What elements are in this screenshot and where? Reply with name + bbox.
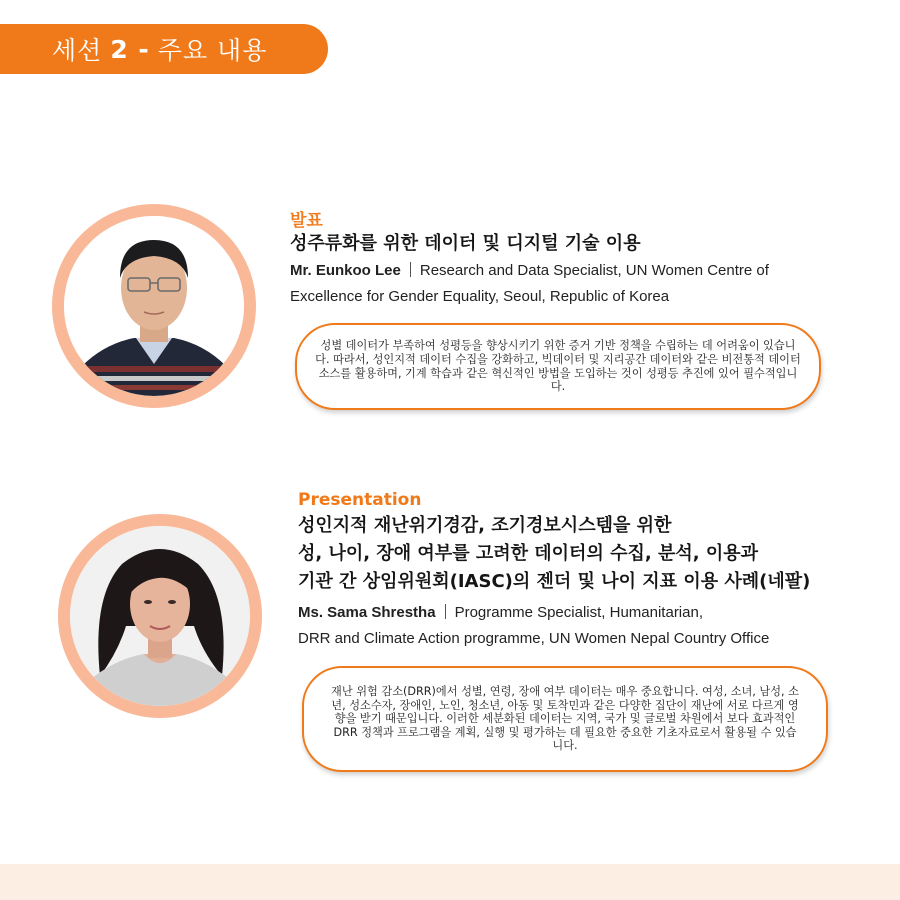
speaker-2-role-line-1: Programme Specialist, Humanitarian,	[454, 604, 703, 621]
presentation-1-speaker	[290, 258, 769, 310]
presentation-2-label: Presentation	[298, 490, 422, 510]
presentation-2-title-line-3: 기관 간 상임위원회(IASC)의 젠더 및 나이 지표 이용 사례(네팔)	[298, 571, 811, 592]
presentation-2-summary-box	[302, 666, 828, 772]
presentation-1-summary-box	[295, 323, 821, 410]
speaker-2-photo	[70, 526, 250, 706]
section-header-prefix: 세션	[52, 36, 103, 65]
section-header-number: 2 -	[110, 34, 150, 64]
speaker-2-divider	[445, 604, 446, 619]
presentation-2-summary: 재난 위험 감소(DRR)에서 성별, 연령, 장애 여부 데이터는 매우 중요합니다. 여성, 소녀, 남성, 소년, 성소수자, 장애인, 노인, 청소년, 아동 및 토착민과 같은 다양한 집단이 재난에 서로 다르게 영향을 받기 때문입니다. 이러한 세분화된 데이터는 지역, 국가 및 글로벌 차원에서 보다 효과적인 DRR 정책과 프로그램을 계획, 실행 및 평가하는 데 필요한 중요한 기초자료로서 활용될 수 있습니다.	[331, 685, 799, 753]
speaker-1-photo-frame	[52, 204, 256, 408]
presentation-2-speaker	[298, 600, 769, 652]
speaker-1-photo	[64, 216, 244, 396]
section-header-suffix: 주요 내용	[157, 36, 268, 65]
section-header-tab	[0, 24, 328, 74]
presentation-1-label: 발표	[290, 211, 323, 231]
speaker-1-name: Mr. Eunkoo Lee	[290, 262, 401, 279]
presentation-1-title	[290, 230, 641, 257]
presentation-1-summary: 성별 데이터가 부족하여 성평등을 향상시키기 위한 증거 기반 정책을 수립하는 데 어려움이 있습니다. 따라서, 성인지적 데이터 수집을 강화하고, 빅데이터 및 지리공간 데이터와 같은 비전통적 데이터 소스를 활용하며, 기계 학습과 같은 혁신적인 방법을 도입하는 것이 성평등 추진에 있어 필수적입니다.	[315, 339, 801, 394]
speaker-2-photo-frame	[58, 514, 262, 718]
presentation-1-title-line: 성주류화를 위한 데이터 및 디지털 기술 이용	[290, 233, 641, 254]
presentation-2-title	[298, 512, 810, 596]
speaker-2-role-line-2: DRR and Climate Action programme, UN Women Nepal Country Office	[298, 630, 770, 647]
presentation-2-title-line-1: 성인지적 재난위기경감, 조기경보시스템을 위한	[298, 515, 672, 536]
speaker-2-name: Ms. Sama Shrestha	[298, 604, 436, 621]
speaker-1-divider	[410, 262, 411, 277]
speaker-1-role-line-2: Excellence for Gender Equality, Seoul, Republic of Korea	[290, 288, 670, 305]
speaker-1-role-line-1: Research and Data Specialist, UN Women Centre of	[419, 262, 769, 279]
footer-band	[0, 864, 900, 900]
presentation-2-title-line-2: 성, 나이, 장애 여부를 고려한 데이터의 수집, 분석, 이용과	[298, 543, 759, 564]
